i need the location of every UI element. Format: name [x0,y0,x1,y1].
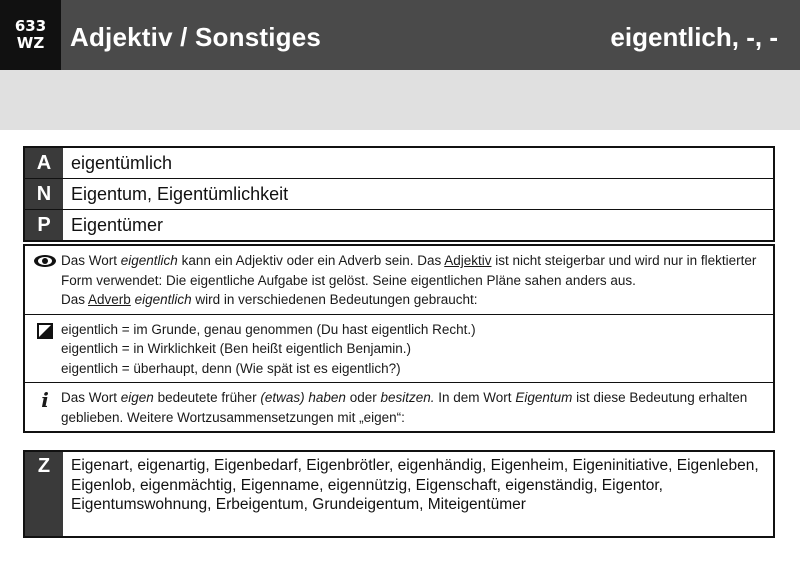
text-run: bedeutete früher [153,390,261,405]
text-run: Das Wort [61,390,121,405]
header-bar [0,0,800,70]
text-run: In dem Wort [434,390,516,405]
compounds-text: Eigenart, eigenartig, Eigenbedarf, Eigenbrötler, eigenhändig, Eigenheim, Eigeninitiative, Eigenleben, Eigenlob, eigenmächtig, Eigenname, eigennützig, Eigenschaft, eigenständig, Eigentor, Eigentumswohnung, Erbeigentum, Grundeigentum, Miteigentümer [71,457,759,513]
text-run: kann ein Adjektiv oder ein Adverb sein. Das [177,253,445,268]
row-text: eigentümlich [71,152,173,173]
letter-label: P [25,210,63,240]
row-person [25,210,773,240]
note-text [61,388,767,427]
row-text: Eigentümer [71,214,164,235]
text-run: Adjektiv [444,253,492,268]
letter-label: N [25,179,63,209]
text-run: besitzen. [380,390,435,405]
row-noun [25,179,773,210]
example-line: eigentlich = in Wirklichkeit (Ben heißt eigentlich Benjamin.) [61,341,412,356]
explanation-text [61,251,767,310]
text-run: eigentlich [120,253,178,268]
text-run: wird in verschiedenen Bedeutungen gebraucht: [191,292,478,307]
text-run: Das Wort [61,253,121,268]
row-text: Eigentum, Eigentümlichkeit [71,183,289,204]
explanation-box [23,244,775,433]
word-family-table [23,146,775,242]
headword: eigentlich, -, - [610,22,778,52]
text-run: Das [61,292,89,307]
card-number-badge [0,0,61,70]
pencil-square-icon [29,320,61,379]
text-run: Eigentum [515,390,573,405]
text-run: ist diese Bedeutung erhalten geblieben. Weitere Wortzusammensetzungen mit „eigen“: [61,390,748,425]
text-run: oder [345,390,381,405]
text-run: eigentlich [134,292,192,307]
eye-icon [29,251,61,310]
letter-label: Z [25,452,63,536]
category-title: Adjektiv / Sonstiges [70,22,322,52]
compounds-box [23,450,775,538]
example-line: eigentlich = überhaupt, denn (Wie spät ist es eigentlich?) [61,360,401,376]
letter-label: A [25,148,63,178]
card-code: WZ [16,34,45,52]
text-run: (etwas) haben [260,390,346,405]
text-run: eigen [120,390,154,405]
text-run: Adverb [88,292,131,307]
note-section [25,383,773,431]
grey-band [0,70,800,130]
examples-section [25,315,773,384]
explanation-section [25,246,773,315]
info-icon: i [41,388,49,412]
row-adjective [25,148,773,179]
card-number: 633 [14,17,47,35]
example-line: eigentlich = im Grunde, genau genommen (Du hast eigentlich Recht.) [61,321,476,337]
examples-list [61,320,767,379]
text-run: ist nicht steigerbar und wird nur in flektierter Form verwendet: Die eigentliche Aufgabe ist gelöst. Seine eigentlichen Pläne sahen anders aus. [61,253,757,288]
